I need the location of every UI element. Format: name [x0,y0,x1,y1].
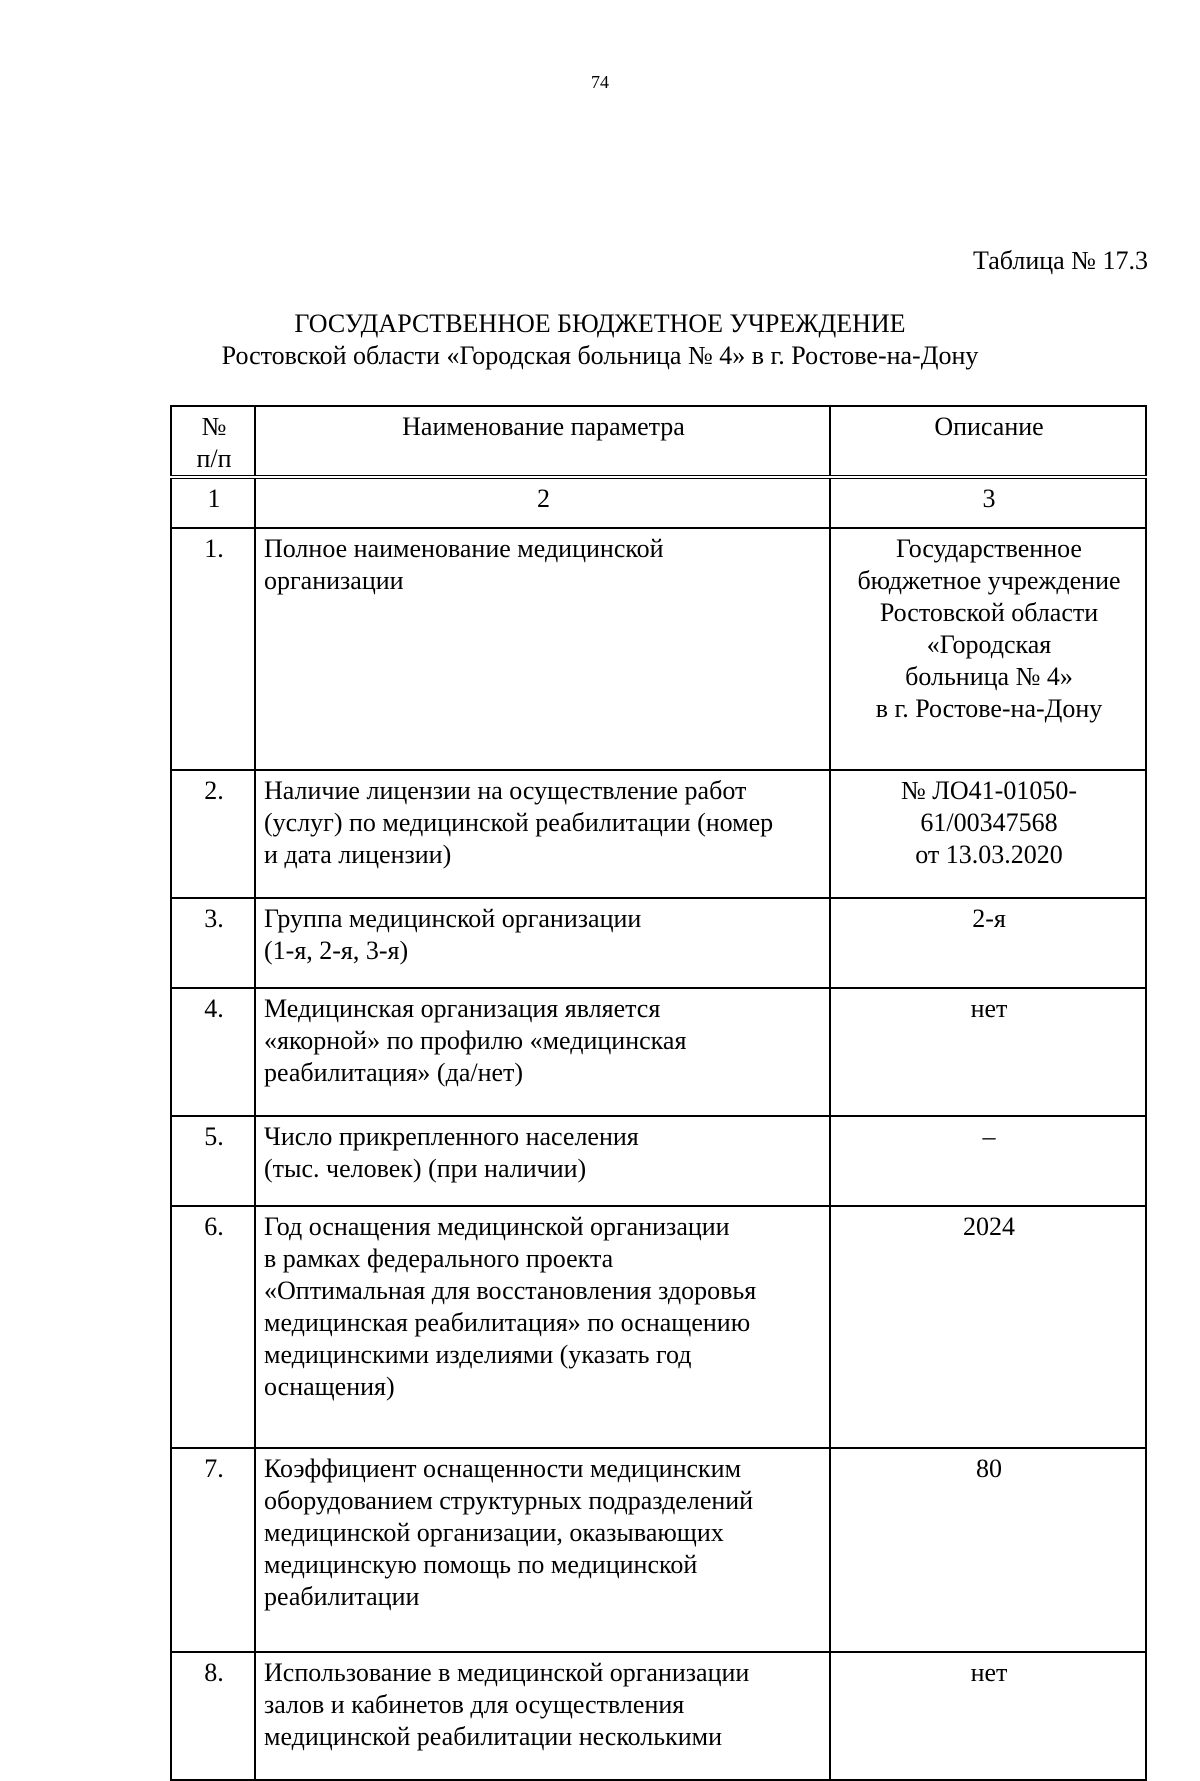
description-line: нет [970,1658,1008,1687]
parameter-line: (услуг) по медицинской реабилитации (номер [264,808,774,837]
organization-title [0,308,1200,372]
parameter-line: Число прикрепленного населения [264,1122,639,1151]
header-num [171,406,255,477]
row-parameter [255,770,830,898]
description-line: 2024 [963,1212,1015,1241]
row-parameter [255,1448,830,1652]
header-num-line2: п/п [196,444,232,473]
table-header-row [171,406,1146,477]
parameter-line: медицинской реабилитации несколькими [264,1722,723,1751]
parameter-line: организации [264,566,404,595]
column-index-cell: 1 [171,477,255,528]
row-description [830,1652,1146,1780]
row-parameter [255,988,830,1116]
row-number: 1. [171,528,255,770]
row-number: 4. [171,988,255,1116]
parameter-line: медицинской организации, оказывающих [264,1518,724,1547]
column-index-cell: 2 [255,477,830,528]
row-description [830,988,1146,1116]
table-row [171,1652,1146,1780]
description-line: Ростовской области [879,598,1099,627]
description-line: – [982,1122,996,1151]
row-number: 3. [171,898,255,988]
parameter-line: медицинскую помощь по медицинской [264,1550,698,1579]
parameters-table [170,405,1147,1781]
parameter-line: реабилитация» (да/нет) [264,1058,524,1087]
table-row [171,1206,1146,1448]
parameter-line: Группа медицинской организации [264,904,642,933]
parameter-line: залов и кабинетов для осуществления [264,1690,685,1719]
parameter-line: и дата лицензии) [264,840,452,869]
parameter-line: Год оснащения медицинской организации [264,1212,730,1241]
parameter-line: Коэффициент оснащенности медицинским [264,1454,742,1483]
organization-title-line2: Ростовской области «Городская больница № 4» в г. Ростове-на-Дону [221,341,979,370]
row-parameter [255,528,830,770]
parameter-line: Медицинская организация является [264,994,661,1023]
description-line: 61/00347568 [920,808,1058,837]
row-description [830,1116,1146,1206]
description-line: 2-я [972,904,1006,933]
table-row [171,988,1146,1116]
description-line: № ЛО41-01050- [900,776,1078,805]
header-param: Наименование параметра [255,406,830,477]
page-number: 74 [591,72,609,92]
row-description [830,1448,1146,1652]
parameter-line: медицинская реабилитация» по оснащению [264,1308,751,1337]
row-parameter [255,1206,830,1448]
row-number: 6. [171,1206,255,1448]
header-num-line1: № [201,412,227,441]
parameter-line: (тыс. человек) (при наличии) [264,1154,587,1183]
table-row [171,1116,1146,1206]
parameter-line: Полное наименование медицинской [264,534,664,563]
parameter-line: реабилитации [264,1582,420,1611]
row-description [830,528,1146,770]
row-description [830,1206,1146,1448]
parameter-line: Наличие лицензии на осуществление работ [264,776,747,805]
description-line: 80 [976,1454,1002,1483]
table-label: Таблица № 17.3 [972,246,1148,275]
row-number: 5. [171,1116,255,1206]
parameter-line: «Оптимальная для восстановления здоровья [264,1276,757,1305]
row-parameter [255,1652,830,1780]
description-line: бюджетное учреждение [857,566,1121,595]
table-row [171,898,1146,988]
row-number: 2. [171,770,255,898]
row-parameter [255,898,830,988]
description-line: в г. Ростове-на-Дону [875,694,1103,723]
row-number: 8. [171,1652,255,1780]
row-description [830,898,1146,988]
table-row [171,1448,1146,1652]
column-index-row [171,477,1146,528]
header-desc: Описание [830,406,1146,477]
description-line: нет [970,994,1008,1023]
table-row [171,528,1146,770]
column-index-cell: 3 [830,477,1146,528]
row-number: 7. [171,1448,255,1652]
description-line: «Городская [926,630,1052,659]
parameter-line: Использование в медицинской организации [264,1658,750,1687]
parameter-line: (1-я, 2-я, 3-я) [264,936,409,965]
parameter-line: оснащения) [264,1372,395,1401]
description-line: больница № 4» [905,662,1073,691]
parameter-line: медицинскими изделиями (указать год [264,1340,692,1369]
organization-title-line1: ГОСУДАРСТВЕННОЕ БЮДЖЕТНОЕ УЧРЕЖДЕНИЕ [294,309,906,338]
parameter-line: «якорной» по профилю «медицинская [264,1026,687,1055]
parameter-line: оборудованием структурных подразделений [264,1486,754,1515]
description-line: Государственное [896,534,1082,563]
parameter-line: в рамках федерального проекта [264,1244,614,1273]
row-description [830,770,1146,898]
row-parameter [255,1116,830,1206]
description-line: от 13.03.2020 [915,840,1063,869]
table-row [171,770,1146,898]
